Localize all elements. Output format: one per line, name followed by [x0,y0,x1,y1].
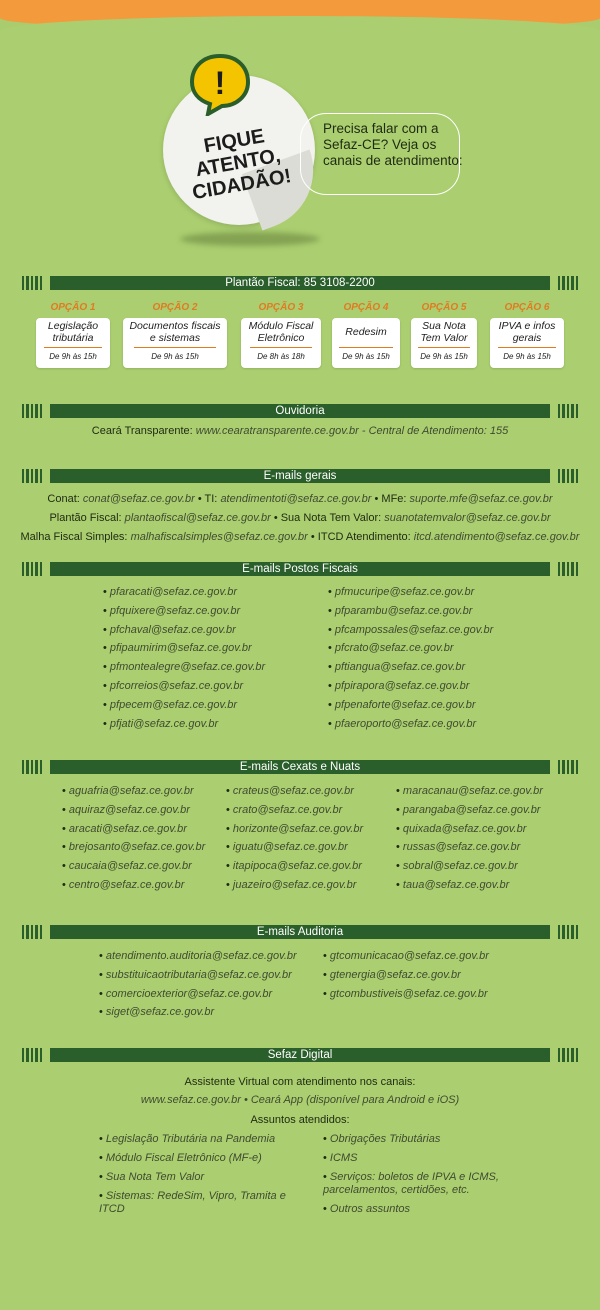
list-item[interactable]: • pfquixere@sefaz.ce.gov.br [103,602,265,621]
list-item[interactable]: • pfpirapora@sefaz.ce.gov.br [328,677,493,696]
postos-column-2 [328,583,493,733]
list-item[interactable]: • aracati@sefaz.ce.gov.br [62,820,205,839]
digital-column-1 [99,1133,299,1222]
list-item[interactable]: • aguafria@sefaz.ce.gov.br [62,782,205,801]
list-item[interactable]: • horizonte@sefaz.ce.gov.br [226,820,363,839]
list-item[interactable]: • gtenergia@sefaz.ce.gov.br [323,966,489,985]
list-item: • Módulo Fiscal Eletrônico (MF-e) [99,1152,299,1165]
email-itcd[interactable]: itcd.atendimento@sefaz.ce.gov.br [413,531,580,543]
section-header-postos: E-mails Postos Fiscais [22,562,578,576]
list-item[interactable]: • pfjati@sefaz.ce.gov.br [103,715,265,734]
cexats-column-3 [396,782,543,895]
section-header-emails-gerais: E-mails gerais [22,469,578,483]
list-item[interactable]: • taua@sefaz.ce.gov.br [396,876,543,895]
option-card-6: OPÇÃO 6 IPVA e infos gerais De 9h às 15h [489,302,565,368]
list-item: • ICMS [323,1152,513,1165]
email-mfe[interactable]: suporte.mfe@sefaz.ce.gov.br [409,493,553,505]
list-item[interactable]: • aquiraz@sefaz.ce.gov.br [62,801,205,820]
email-ti[interactable]: atendimentoti@sefaz.ce.gov.br [220,493,372,505]
auditoria-column-1 [99,947,297,1022]
list-item[interactable]: • atendimento.auditoria@sefaz.ce.gov.br [99,947,297,966]
list-item[interactable]: • crateus@sefaz.ce.gov.br [226,782,363,801]
list-item[interactable]: • caucaia@sefaz.ce.gov.br [62,857,205,876]
email-conat[interactable]: conat@sefaz.ce.gov.br [82,493,195,505]
list-item[interactable]: • pfcrato@sefaz.ce.gov.br [328,639,493,658]
list-item[interactable]: • pfchaval@sefaz.ce.gov.br [103,621,265,640]
option-card-2: OPÇÃO 2 Documentos fiscais e sistemas De 9h às 15h [121,302,229,368]
list-item[interactable]: • russas@sefaz.ce.gov.br [396,838,543,857]
list-item[interactable]: • pfpenaforte@sefaz.ce.gov.br [328,696,493,715]
list-item: • Legislação Tributária na Pandemia [99,1133,299,1146]
list-item[interactable]: • sobral@sefaz.ce.gov.br [396,857,543,876]
list-item[interactable]: • pfipaumirim@sefaz.ce.gov.br [103,639,265,658]
emails-gerais-line-1: Conat: conat@sefaz.ce.gov.br • TI: atendimentoti@sefaz.ce.gov.br • MFe: suporte.mfe@sefaz.ce.gov.br [47,493,553,505]
list-item[interactable]: • crato@sefaz.ce.gov.br [226,801,363,820]
list-item[interactable]: • siget@sefaz.ce.gov.br [99,1003,297,1022]
list-item[interactable]: • quixada@sefaz.ce.gov.br [396,820,543,839]
emails-gerais-line-3: Malha Fiscal Simples: malhafiscalsimples@sefaz.ce.gov.br • ITCD Atendimento: itcd.atendimento@sefaz.ce.gov.br [20,531,580,543]
list-item[interactable]: • pfmontealegre@sefaz.ce.gov.br [103,658,265,677]
list-item[interactable]: • comercioexterior@sefaz.ce.gov.br [99,985,297,1004]
list-item[interactable]: • itapipoca@sefaz.ce.gov.br [226,857,363,876]
hero-headline: FIQUE ATENTO, CIDADÃO! [190,125,293,205]
list-item[interactable]: • pfaeroporto@sefaz.ce.gov.br [328,715,493,734]
option-card-5: OPÇÃO 5 Sua Nota Tem Valor De 9h às 15h [410,302,478,368]
list-item[interactable]: • pfpecem@sefaz.ce.gov.br [103,696,265,715]
list-item[interactable]: • pfcorreios@sefaz.ce.gov.br [103,677,265,696]
postos-column-1 [103,583,265,733]
list-item[interactable]: • pfcampossales@sefaz.ce.gov.br [328,621,493,640]
list-item[interactable]: • parangaba@sefaz.ce.gov.br [396,801,543,820]
warning-symbol: ! [214,65,226,101]
list-item[interactable]: • juazeiro@sefaz.ce.gov.br [226,876,363,895]
list-item[interactable]: • iguatu@sefaz.ce.gov.br [226,838,363,857]
list-item[interactable]: • substituicaotributaria@sefaz.ce.gov.br [99,966,297,985]
list-item[interactable]: • pfparambu@sefaz.ce.gov.br [328,602,493,621]
list-item: • Sua Nota Tem Valor [99,1171,299,1184]
bubble-text: Precisa falar com a Sefaz-CE? Veja os canais de atendimento: [323,121,463,168]
cexats-column-2 [226,782,363,895]
list-item[interactable]: • pfmucuripe@sefaz.ce.gov.br [328,583,493,602]
list-item: • Serviços: boletos de IPVA e ICMS, parcelamentos, certidões, etc. [323,1171,513,1197]
ouvidoria-line: Ceará Transparente: www.cearatransparente.ce.gov.br - Central de Atendimento: 155 [91,425,509,437]
digital-channels[interactable]: www.sefaz.ce.gov.br • Ceará App (disponível para Android e iOS) [140,1094,460,1106]
email-malha[interactable]: malhafiscalsimples@sefaz.ce.gov.br [130,531,308,543]
option-card-1: OPÇÃO 1 Legislação tributária De 9h às 15h [33,302,113,368]
email-plantao[interactable]: plantaofiscal@sefaz.ce.gov.br [124,512,271,524]
emails-gerais-line-2: Plantão Fiscal: plantaofiscal@sefaz.ce.gov.br • Sua Nota Tem Valor: suanotatemvalor@sefaz.ce.gov.br [49,512,551,524]
section-header-auditoria: E-mails Auditoria [22,925,578,939]
digital-subjects-title: Assuntos atendidos: [250,1114,350,1126]
list-item[interactable]: • gtcombustiveis@sefaz.ce.gov.br [323,985,489,1004]
digital-intro: Assistente Virtual com atendimento nos canais: [184,1076,416,1088]
email-suanota[interactable]: suanotatemvalor@sefaz.ce.gov.br [384,512,551,524]
digital-column-2 [323,1133,513,1222]
plantao-title: Plantão Fiscal: 85 3108-2200 [50,276,550,290]
list-item[interactable]: • brejosanto@sefaz.ce.gov.br [62,838,205,857]
sticker-shadow [180,232,320,246]
list-item[interactable]: • pftiangua@sefaz.ce.gov.br [328,658,493,677]
warning-icon [188,52,252,116]
section-header-digital: Sefaz Digital [22,1048,578,1062]
section-header-ouvidoria: Ouvidoria [22,404,578,418]
cexats-column-1 [62,782,205,895]
option-card-3: OPÇÃO 3 Módulo Fiscal Eletrônico De 8h às 18h [240,302,322,368]
list-item: • Sistemas: RedeSim, Vipro, Tramita e ITCD [99,1190,299,1216]
list-item: • Outros assuntos [323,1203,513,1216]
ouvidoria-link[interactable]: www.cearatransparente.ce.gov.br - Central de Atendimento: 155 [195,425,509,437]
option-card-4: OPÇÃO 4 Redesim De 9h às 15h [331,302,401,368]
auditoria-column-2 [323,947,489,1003]
list-item[interactable]: • maracanau@sefaz.ce.gov.br [396,782,543,801]
list-item[interactable]: • gtcomunicacao@sefaz.ce.gov.br [323,947,489,966]
list-item[interactable]: • centro@sefaz.ce.gov.br [62,876,205,895]
section-header-cexats: E-mails Cexats e Nuats [22,760,578,774]
list-item[interactable]: • pfaracati@sefaz.ce.gov.br [103,583,265,602]
list-item: • Obrigações Tributárias [323,1133,513,1146]
section-header-plantao [22,276,578,290]
